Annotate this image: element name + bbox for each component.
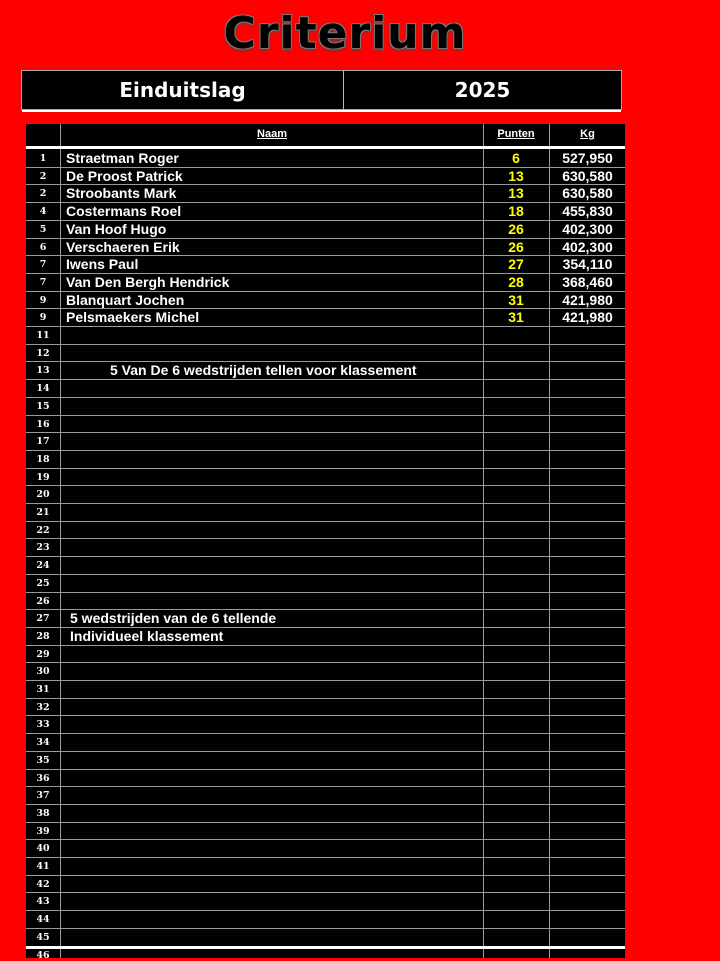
name-cell: Blanquart Jochen — [66, 292, 185, 308]
rank-cell: 39 — [36, 826, 50, 837]
kg-cell: 402,300 — [562, 239, 613, 255]
note-line-2: Individueel klassement — [70, 628, 224, 644]
rank-cell: 18 — [36, 454, 50, 465]
rank-cell: 42 — [36, 879, 50, 890]
kg-cell: 354,110 — [562, 256, 613, 272]
row-divider — [26, 733, 625, 734]
rank-cell: 41 — [36, 861, 50, 872]
kg-cell: 368,460 — [562, 274, 613, 290]
points-cell: 28 — [508, 274, 524, 290]
name-cell: Stroobants Mark — [66, 185, 177, 201]
rank-cell: 2 — [39, 188, 47, 199]
rank-cell: 7 — [39, 259, 47, 270]
row-divider — [26, 928, 625, 929]
kg-cell: 630,580 — [562, 168, 613, 184]
row-divider — [26, 592, 625, 593]
rank-cell: 31 — [36, 684, 50, 695]
row-divider — [26, 468, 625, 469]
row-divider — [26, 450, 625, 451]
rank-cell: 2 — [39, 171, 47, 182]
column-header-kg: Kg — [580, 128, 595, 140]
rank-cell: 7 — [39, 277, 47, 288]
name-cell: Verschaeren Erik — [66, 239, 180, 255]
name-cell: Van Hoof Hugo — [66, 221, 167, 237]
row-divider — [26, 698, 625, 699]
points-cell: 13 — [508, 168, 524, 184]
rank-cell: 26 — [36, 596, 50, 607]
rank-cell: 15 — [36, 401, 50, 412]
row-divider — [26, 875, 625, 876]
rank-cell: 24 — [36, 560, 50, 571]
rank-cell: 9 — [39, 312, 47, 323]
header-underline — [22, 110, 621, 112]
rank-cell: 17 — [36, 436, 50, 447]
kg-cell: 630,580 — [562, 185, 613, 201]
row-divider — [26, 521, 625, 522]
rank-cell: 36 — [36, 773, 50, 784]
rank-cell: 43 — [36, 896, 50, 907]
row-divider — [26, 503, 625, 504]
rank-cell: 23 — [36, 542, 50, 553]
row-divider — [26, 556, 625, 557]
row-divider — [26, 432, 625, 433]
rank-cell: 6 — [39, 242, 47, 253]
points-cell: 31 — [508, 292, 524, 308]
header-label: Einduitslag — [22, 71, 344, 109]
column-header-name: Naam — [257, 128, 287, 140]
rank-cell: 12 — [36, 348, 50, 359]
row-divider — [26, 379, 625, 380]
note-line-1: 5 wedstrijden van de 6 tellende — [70, 610, 277, 626]
page-title: Criterium — [223, 8, 467, 59]
name-cell: Pelsmaekers Michel — [66, 309, 200, 325]
results-header — [21, 70, 622, 110]
rank-cell: 16 — [36, 419, 50, 430]
header-year: 2025 — [454, 78, 511, 102]
rank-cell: 5 — [39, 224, 47, 235]
kg-cell: 421,980 — [562, 292, 613, 308]
rank-cell: 45 — [36, 932, 50, 943]
points-cell: 18 — [508, 203, 524, 219]
row-divider — [26, 715, 625, 716]
row-divider — [26, 822, 625, 823]
row-divider — [26, 839, 625, 840]
rank-cell: 34 — [36, 737, 50, 748]
rank-cell: 30 — [36, 666, 50, 677]
kg-cell: 421,980 — [562, 309, 613, 325]
kg-cell: 527,950 — [562, 150, 613, 166]
rank-cell: 27 — [36, 613, 50, 624]
rank-cell: 29 — [36, 649, 50, 660]
row-divider — [26, 344, 625, 345]
points-cell: 26 — [508, 239, 524, 255]
rank-cell: 33 — [36, 719, 50, 730]
kg-cell: 402,300 — [562, 221, 613, 237]
row-divider — [26, 326, 625, 327]
rank-cell: 35 — [36, 755, 50, 766]
rank-cell: 13 — [36, 365, 50, 376]
points-cell: 13 — [508, 185, 524, 201]
counting-note: 5 Van De 6 wedstrijden tellen voor klassement — [110, 362, 417, 378]
rank-cell: 11 — [36, 330, 50, 341]
name-cell: Straetman Roger — [66, 150, 179, 166]
results-table — [26, 124, 625, 961]
name-cell: Costermans Roel — [66, 203, 182, 219]
row-divider — [26, 804, 625, 805]
row-divider — [26, 910, 625, 911]
row-divider — [26, 415, 625, 416]
rank-cell: 4 — [39, 206, 47, 217]
row-divider — [26, 397, 625, 398]
rank-cell: 25 — [36, 578, 50, 589]
rank-cell: 40 — [36, 843, 50, 854]
kg-cell: 455,830 — [562, 203, 613, 219]
rank-cell: 14 — [36, 383, 50, 394]
row-divider — [26, 946, 625, 949]
rank-cell: 28 — [36, 631, 50, 642]
points-cell: 31 — [508, 309, 524, 325]
rank-cell: 32 — [36, 702, 50, 713]
row-divider — [26, 645, 625, 646]
column-header-points: Punten — [497, 128, 535, 140]
rank-cell: 44 — [36, 914, 50, 925]
row-divider — [26, 662, 625, 663]
rank-cell: 9 — [39, 295, 47, 306]
row-divider — [26, 751, 625, 752]
row-divider — [26, 538, 625, 539]
row-divider — [26, 680, 625, 681]
rank-cell: 38 — [36, 808, 50, 819]
points-cell: 6 — [512, 150, 520, 166]
row-divider — [26, 857, 625, 858]
rank-cell: 22 — [36, 525, 50, 536]
rank-cell: 21 — [36, 507, 50, 518]
row-divider — [26, 786, 625, 787]
name-cell: De Proost Patrick — [66, 168, 183, 184]
name-cell: Iwens Paul — [66, 256, 139, 272]
rank-cell: 20 — [36, 489, 50, 500]
row-divider — [26, 574, 625, 575]
rank-cell: 19 — [36, 472, 50, 483]
points-cell: 27 — [508, 256, 524, 272]
row-divider — [26, 892, 625, 893]
points-cell: 26 — [508, 221, 524, 237]
name-cell: Van Den Bergh Hendrick — [66, 274, 230, 290]
row-divider — [26, 769, 625, 770]
rank-cell: 1 — [39, 153, 47, 164]
rank-cell: 46 — [36, 950, 50, 961]
rank-cell: 37 — [36, 790, 50, 801]
row-divider — [26, 485, 625, 486]
